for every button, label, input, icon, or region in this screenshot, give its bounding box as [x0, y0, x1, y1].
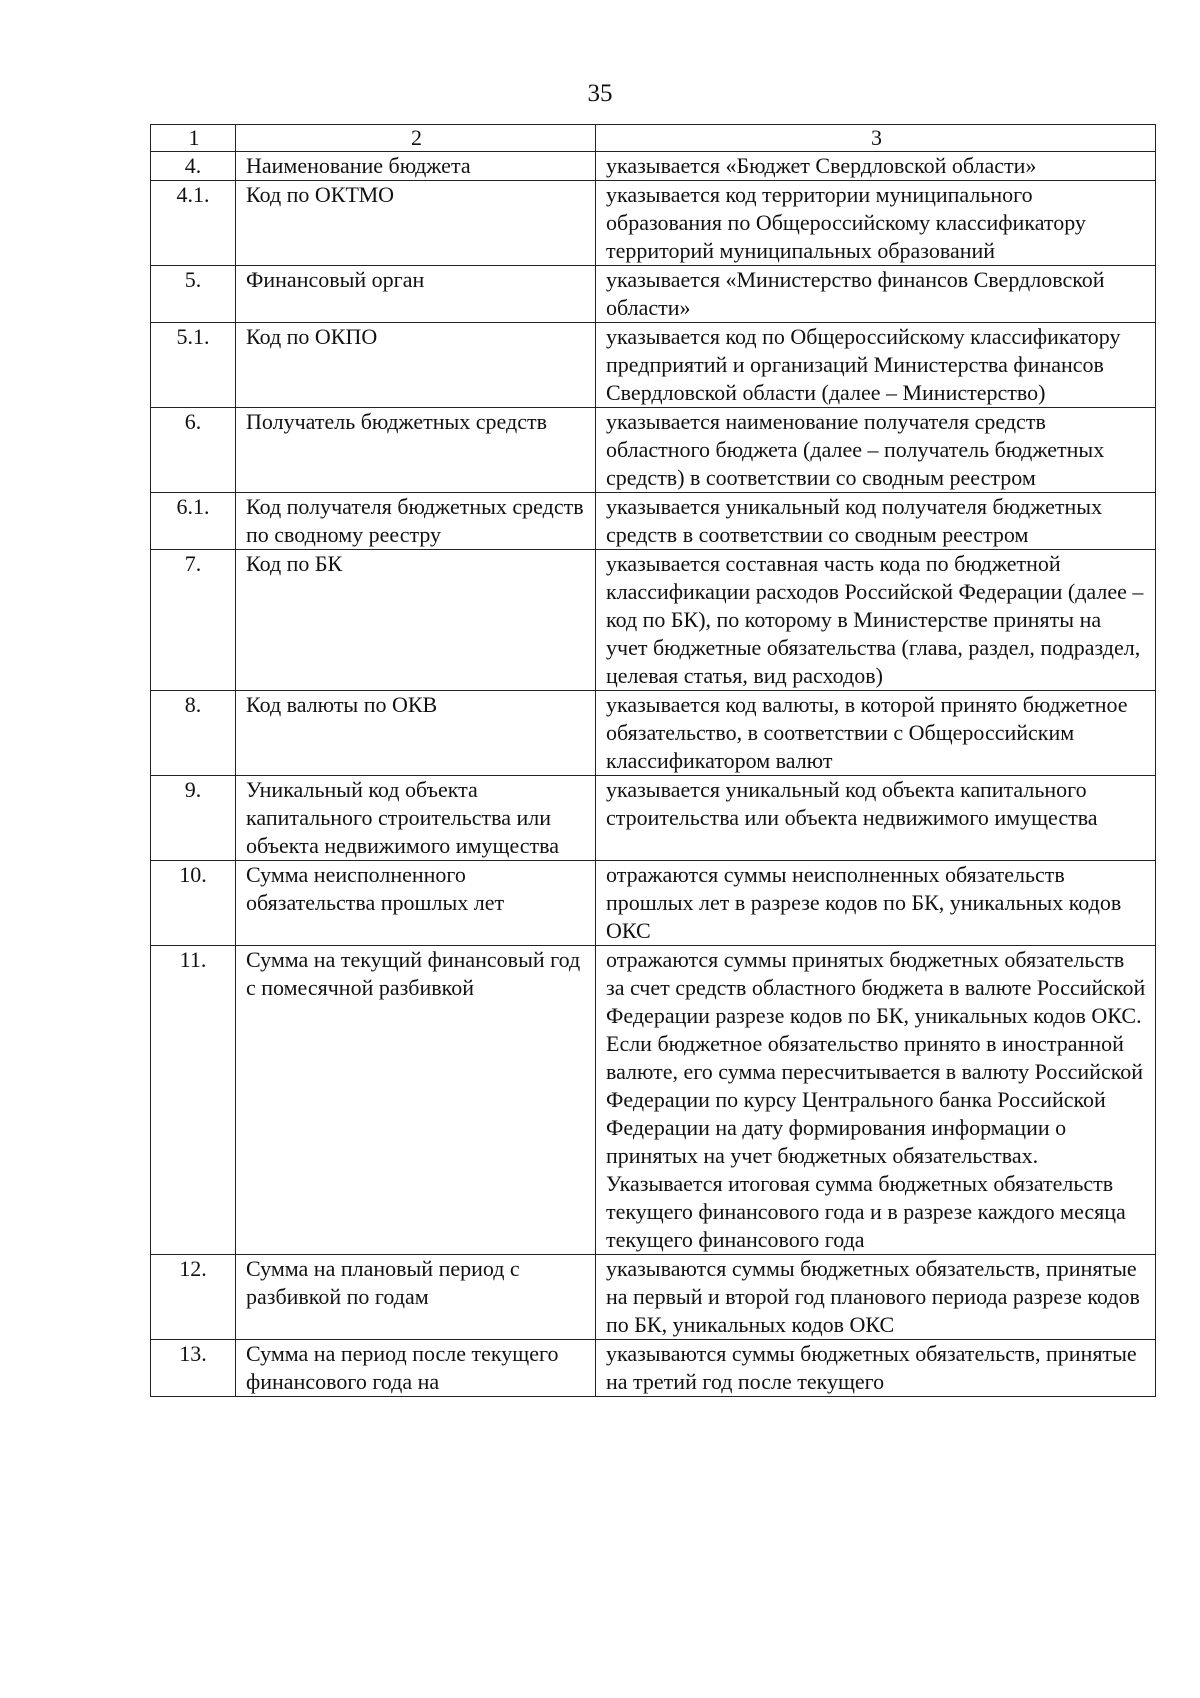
row-description: отражаются суммы неисполненных обязательств прошлых лет в разрезе кодов по БК, уникальных кодов ОКС [596, 861, 1156, 946]
row-description: указывается «Министерство финансов Свердловской области» [596, 266, 1156, 323]
row-description: указывается составная часть кода по бюджетной классификации расходов Российской Федерации (далее – код по БК), по которому в Министерстве приняты на учет бюджетные обязательства (глава, раздел, подраздел, целевая статья, вид расходов) [596, 550, 1156, 691]
table-row [151, 181, 1156, 266]
header-cell-1: 1 [151, 125, 236, 152]
header-cell-3: 3 [596, 125, 1156, 152]
row-description: указывается «Бюджет Свердловской области» [596, 152, 1156, 181]
table-row [151, 1340, 1156, 1397]
row-name: Финансовый орган [236, 266, 596, 323]
row-name: Код получателя бюджетных средств по сводному реестру [236, 493, 596, 550]
table-row [151, 323, 1156, 408]
table-row [151, 861, 1156, 946]
table-header-row [151, 125, 1156, 152]
row-name: Сумма на плановый период с разбивкой по годам [236, 1255, 596, 1340]
row-number: 6. [151, 408, 236, 493]
row-description: указывается код по Общероссийскому классификатору предприятий и организаций Министерства финансов Свердловской области (далее – Министерство) [596, 323, 1156, 408]
row-name: Код по БК [236, 550, 596, 691]
row-description: указывается наименование получателя средств областного бюджета (далее – получатель бюджетных средств) в соответствии со сводным реестром [596, 408, 1156, 493]
row-name: Код по ОКПО [236, 323, 596, 408]
table-row [151, 776, 1156, 861]
table-row [151, 550, 1156, 691]
row-name: Сумма на текущий финансовый год с помесячной разбивкой [236, 946, 596, 1255]
definitions-table [150, 124, 1156, 1397]
row-description: указываются суммы бюджетных обязательств, принятые на первый и второй год планового периода разрезе кодов по БК, уникальных кодов ОКС [596, 1255, 1156, 1340]
row-number: 10. [151, 861, 236, 946]
row-name: Наименование бюджета [236, 152, 596, 181]
row-number: 11. [151, 946, 236, 1255]
row-number: 5.1. [151, 323, 236, 408]
table-row [151, 408, 1156, 493]
table-row [151, 152, 1156, 181]
table-row [151, 493, 1156, 550]
row-name: Получатель бюджетных средств [236, 408, 596, 493]
table-row [151, 1255, 1156, 1340]
row-number: 8. [151, 691, 236, 776]
row-description: указываются суммы бюджетных обязательств, принятые на третий год после текущего [596, 1340, 1156, 1397]
row-description: указывается код территории муниципального образования по Общероссийскому классификатору территорий муниципальных образований [596, 181, 1156, 266]
row-number: 13. [151, 1340, 236, 1397]
table-row [151, 266, 1156, 323]
row-number: 6.1. [151, 493, 236, 550]
row-number: 4.1. [151, 181, 236, 266]
row-description: указывается уникальный код получателя бюджетных средств в соответствии со сводным реестром [596, 493, 1156, 550]
row-number: 9. [151, 776, 236, 861]
row-number: 5. [151, 266, 236, 323]
table-row [151, 946, 1156, 1255]
page-number: 35 [587, 80, 613, 107]
row-name: Сумма неисполненного обязательства прошлых лет [236, 861, 596, 946]
row-description: указывается уникальный код объекта капитального строительства или объекта недвижимого имущества [596, 776, 1156, 861]
row-name: Уникальный код объекта капитального строительства или объекта недвижимого имущества [236, 776, 596, 861]
row-description: отражаются суммы принятых бюджетных обязательств за счет средств областного бюджета в валюте Российской Федерации разрезе кодов по БК, уникальных кодов ОКС. Если бюджетное обязательство принято в иностранной валюте, его сумма пересчитывается в валюту Российской Федерации по курсу Центрального банка Российской Федерации на дату формирования информации о принятых на учет бюджетных обязательствах. Указывается итоговая сумма бюджетных обязательств текущего финансового года и в разрезе каждого месяца текущего финансового года [596, 946, 1156, 1255]
table-row [151, 691, 1156, 776]
row-number: 12. [151, 1255, 236, 1340]
row-name: Сумма на период после текущего финансового года на [236, 1340, 596, 1397]
row-description: указывается код валюты, в которой принято бюджетное обязательство, в соответствии с Общероссийским классификатором валют [596, 691, 1156, 776]
row-number: 7. [151, 550, 236, 691]
header-cell-2: 2 [236, 125, 596, 152]
row-number: 4. [151, 152, 236, 181]
row-name: Код валюты по ОКВ [236, 691, 596, 776]
row-name: Код по ОКТМО [236, 181, 596, 266]
